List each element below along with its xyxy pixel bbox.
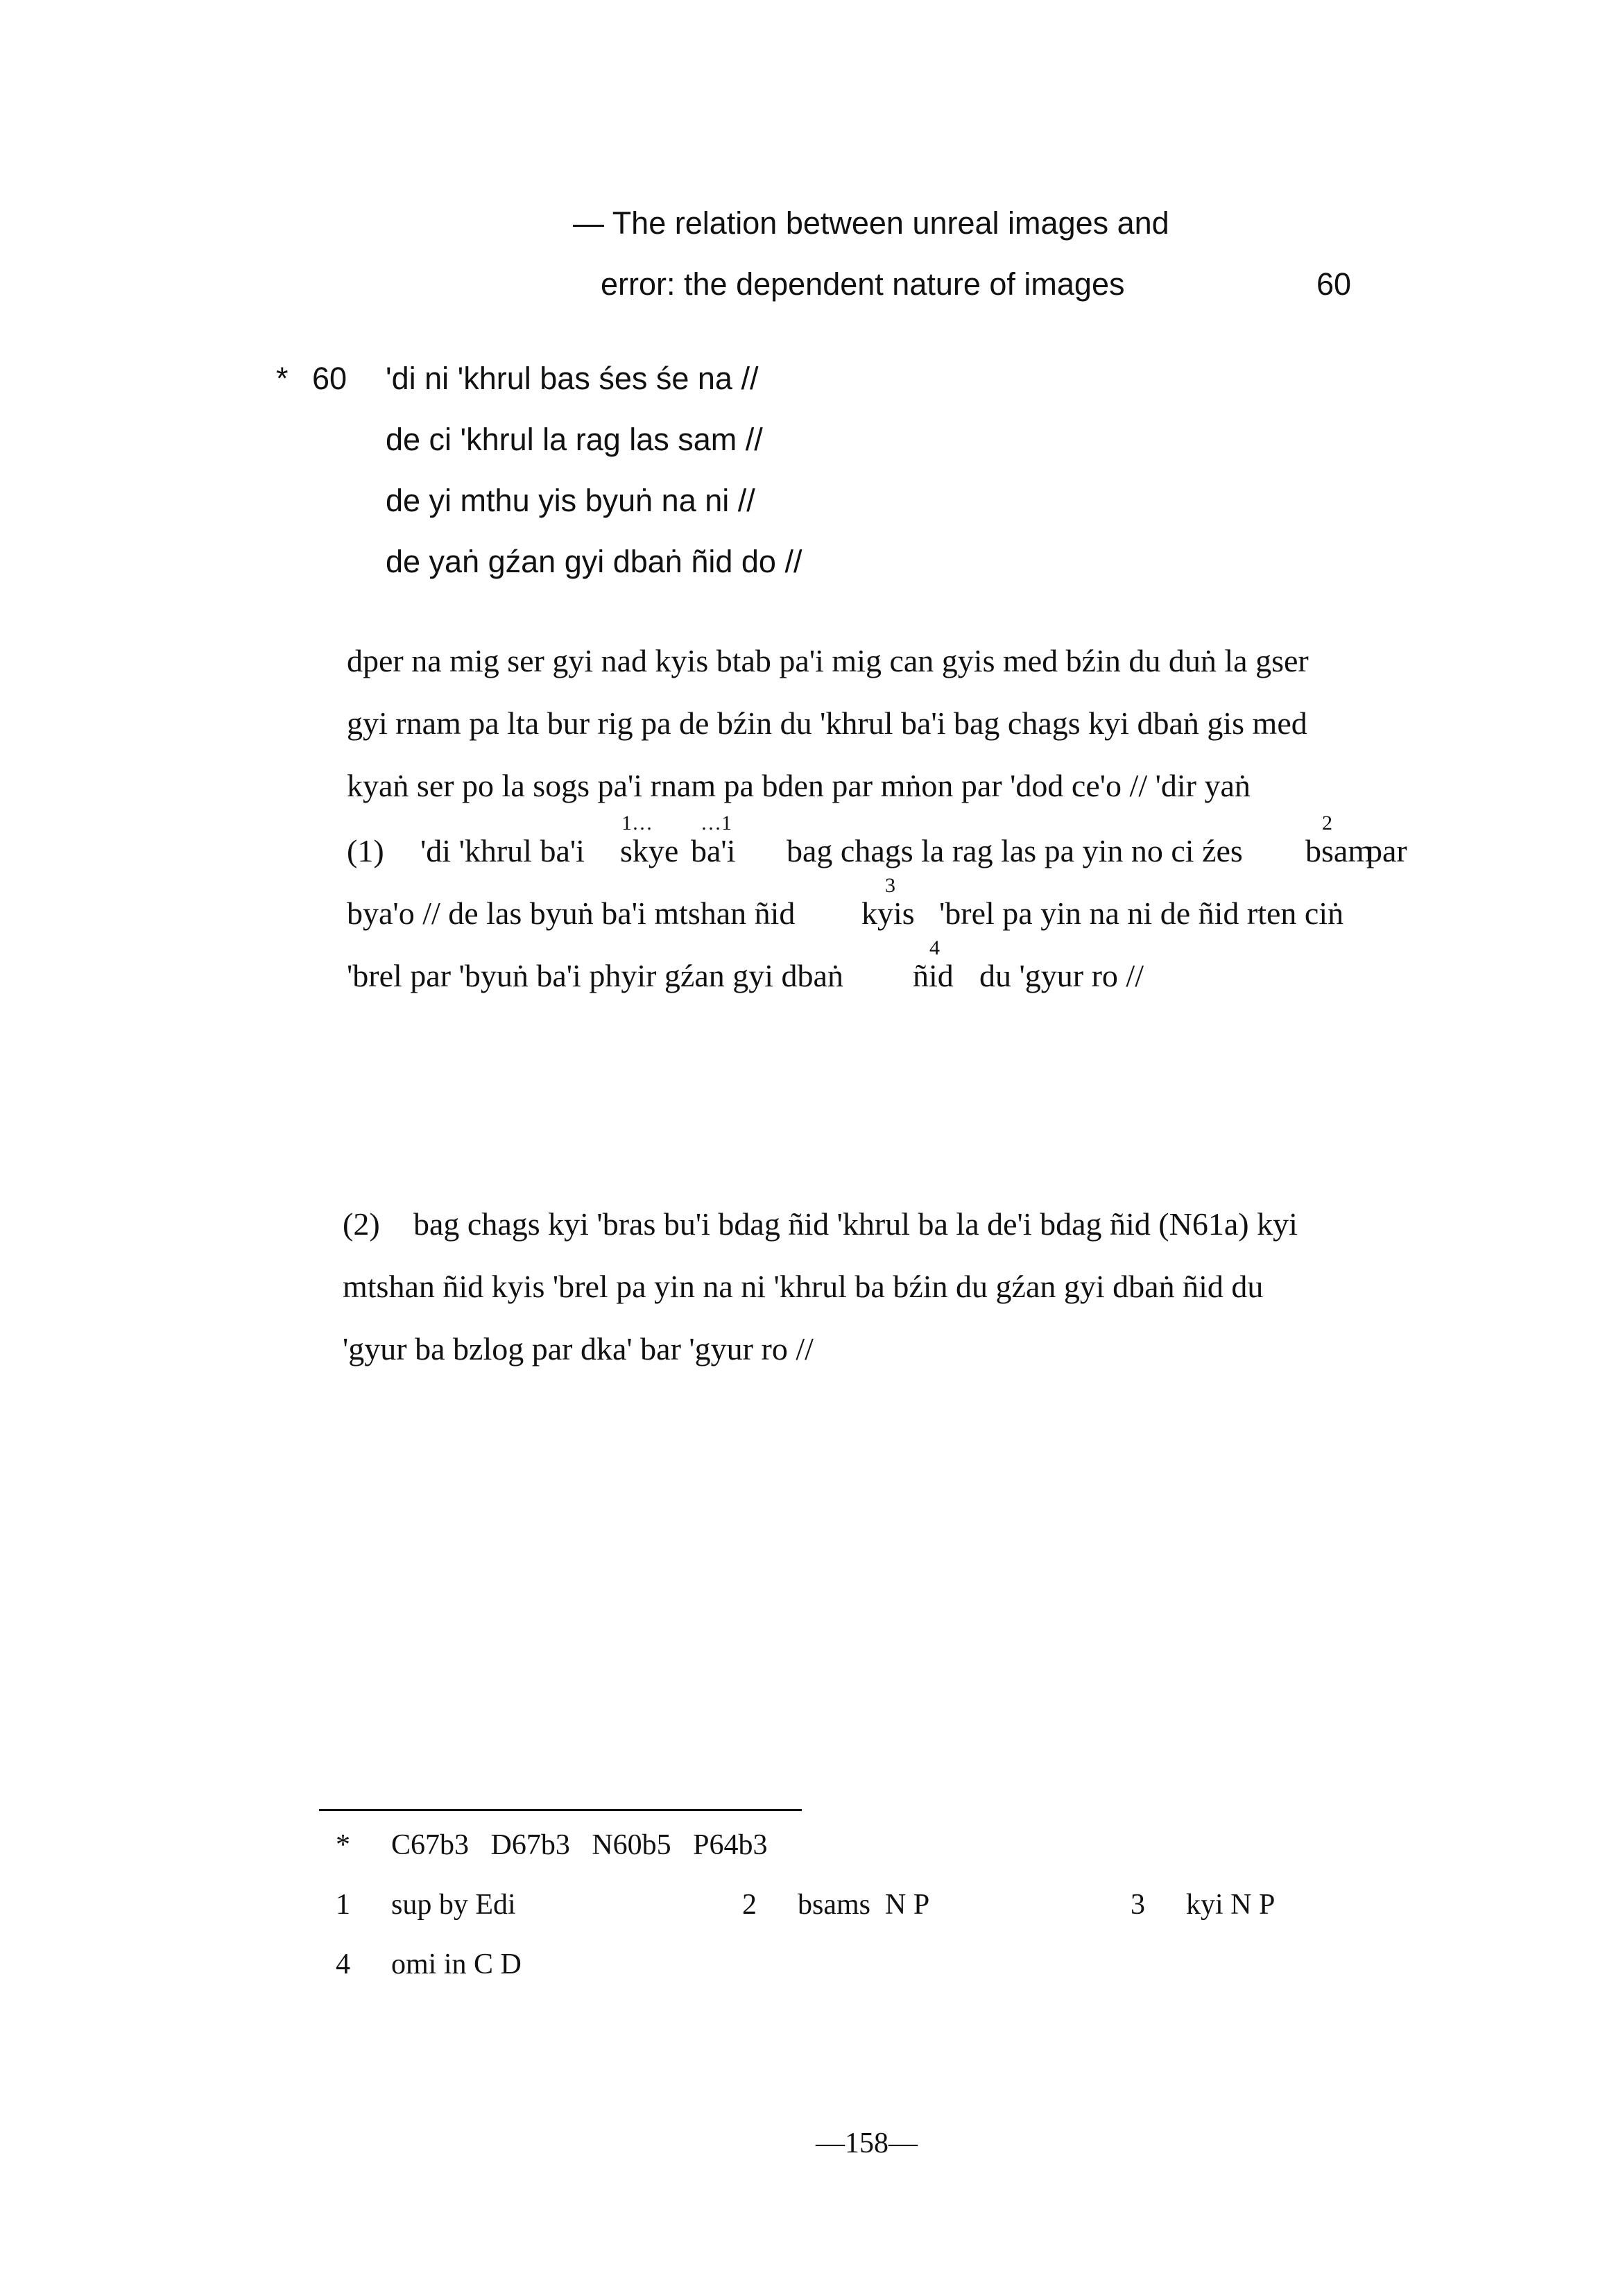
paragraph-1-text: ñid — [913, 958, 954, 993]
footnote-sources: C67b3 D67b3 N60b5 P64b3 — [391, 1829, 768, 1861]
footnote-sources-marker: * — [336, 1829, 350, 1861]
paragraph-1-text: bya'o // de las byuṅ ba'i mtshan ñid — [347, 896, 796, 931]
footnote-text: omi in C D — [391, 1948, 522, 1980]
paragraph-2-text: mtshan ñid kyis 'brel pa yin na ni 'khrul ba bźin du gźan gyi dbaṅ ñid du — [343, 1269, 1264, 1304]
footnote-number: 1 — [336, 1889, 350, 1921]
section-number: 60 — [1316, 266, 1352, 302]
footnote-rule — [319, 1809, 802, 1811]
footnote-number: 2 — [742, 1889, 757, 1921]
paragraph-2-text: 'gyur ba bzlog par dka' bar 'gyur ro // — [343, 1331, 814, 1367]
footnote-number: 4 — [336, 1948, 350, 1980]
verse-line: 'di ni 'khrul bas śes śe na // — [386, 361, 759, 396]
paragraph-2-text: bag chags kyi 'bras bu'i bdag ñid 'khrul ba la de'i bdag ñid (N61a) kyi — [413, 1206, 1298, 1242]
paragraph-1-text: ba'i — [691, 833, 736, 868]
footnote-ref-1-open: 1… — [621, 812, 653, 834]
verse-footnote-marker: * — [276, 361, 289, 396]
paragraph-1-text: 'brel pa yin na ni de ñid rten ciṅ — [939, 896, 1344, 931]
verse-line: de ci 'khrul la rag las sam // — [386, 422, 763, 457]
footnote-ref-2: 2 — [1322, 812, 1332, 834]
paragraph-1-text: kyis — [861, 896, 915, 931]
commentary-line: gyi rnam pa lta bur rig pa de bźin du 'khrul ba'i bag chags kyi dbaṅ gis med — [347, 705, 1307, 741]
paragraph-1-text: du 'gyur ro // — [979, 958, 1144, 993]
verse-number: 60 — [312, 361, 347, 396]
section-heading-line-1: — The relation between unreal images and — [573, 205, 1169, 241]
paragraph-1-text: par — [1366, 833, 1407, 868]
paragraph-label-2: (2) — [343, 1206, 380, 1242]
commentary-line: dper na mig ser gyi nad kyis btab pa'i mig can gyis med bźin du duṅ la gser — [347, 643, 1309, 678]
footnote-text: kyi N P — [1186, 1889, 1276, 1921]
commentary-line: kyaṅ ser po la sogs pa'i rnam pa bden par mṅon par 'dod ce'o // 'dir yaṅ — [347, 768, 1251, 803]
footnote-text: sup by Edi — [391, 1889, 516, 1921]
footnote-number: 3 — [1131, 1889, 1145, 1921]
page-number: —158— — [816, 2127, 918, 2159]
paragraph-1-text: bsam — [1305, 833, 1373, 868]
verse-line: de yaṅ gźan gyi dbaṅ ñid do // — [386, 544, 802, 579]
paragraph-1-text: 'brel par 'byuṅ ba'i phyir gźan gyi dbaṅ — [347, 958, 843, 993]
verse-line: de yi mthu yis byuṅ na ni // — [386, 483, 755, 518]
section-heading-line-2: error: the dependent nature of images — [601, 266, 1125, 302]
paragraph-label-1: (1) — [347, 833, 384, 868]
paragraph-1-text: skye — [620, 833, 679, 868]
paragraph-1-text: bag chags la rag las pa yin no ci źes — [787, 833, 1243, 868]
paragraph-1-text: 'di 'khrul ba'i — [420, 833, 585, 868]
footnote-text: bsams N P — [798, 1889, 930, 1921]
footnote-ref-3: 3 — [885, 874, 895, 897]
footnote-ref-4: 4 — [929, 936, 940, 959]
footnote-ref-1-close: …1 — [701, 812, 732, 834]
